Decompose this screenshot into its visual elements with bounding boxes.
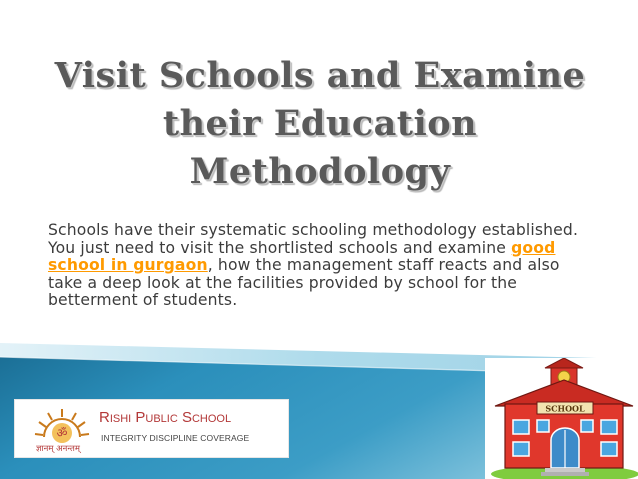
body-text-after-link: , how the management staff reacts and also take a deep look at the facilities provided by school for the betterment of students. (48, 256, 560, 309)
body-text-before-link: Schools have their systematic schooling methodology established. You just need to visit the shortlisted schools and examine (48, 221, 579, 257)
hindi-motto-text: ज्ञानम् अनन्तम् (36, 444, 80, 454)
school-building-illustration (485, 358, 638, 479)
good-school-link[interactable]: good school in gurgaon (48, 238, 556, 274)
school-logo (14, 399, 289, 458)
slide-body-text (48, 222, 588, 310)
school-name-text: Rishi Public School (99, 409, 232, 426)
school-tagline-text: INTEGRITY DISCIPLINE COVERAGE (101, 433, 250, 443)
slide-title (40, 52, 600, 196)
slide-title-line: Methodology (189, 151, 451, 192)
svg-text:ॐ: ॐ (56, 426, 68, 440)
school-sign-text: SCHOOL (545, 403, 585, 414)
slide-title-line: their Education (162, 103, 478, 144)
slide-title-line: Visit Schools and Examine (54, 55, 586, 96)
om-sun-emblem-icon (18, 403, 96, 454)
